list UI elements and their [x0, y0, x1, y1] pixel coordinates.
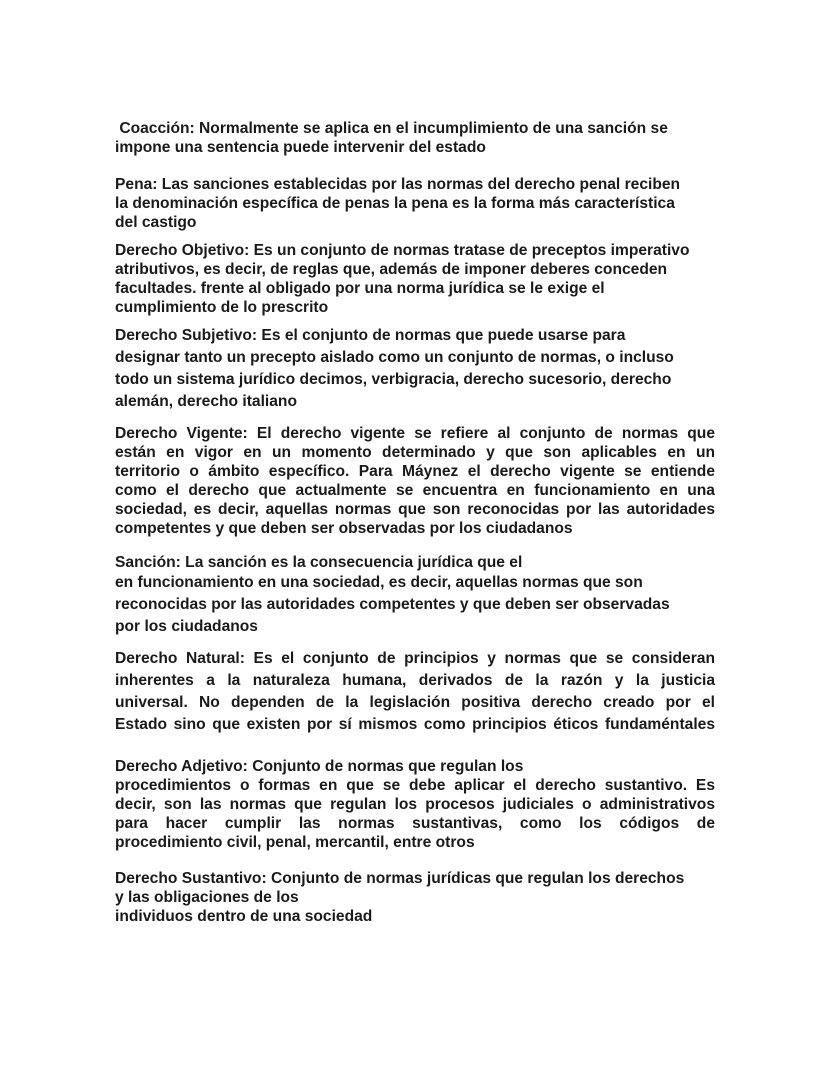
paragraph-derecho-natural — [115, 648, 715, 736]
text-line: todo un sistema jurídico decimos, verbigracia, derecho sucesorio, derecho — [115, 371, 672, 388]
text-line: alemán, derecho italiano — [115, 393, 297, 410]
text-line: cumplimiento de lo prescrito — [115, 299, 329, 316]
text-line: reconocidas por las autoridades competentes y que deben ser observadas — [115, 596, 670, 613]
text-line: como el derecho que actualmente se encuentra en funcionamiento en una — [115, 482, 715, 499]
text-line: del castigo — [115, 214, 197, 231]
text-line: Derecho Subjetivo: Es el conjunto de normas que puede usarse para — [115, 327, 626, 344]
paragraph-coaccion — [115, 119, 715, 157]
paragraph-pena — [115, 175, 715, 232]
text-line: Estado sino que existen por sí mismos como principios éticos fundaméntales — [115, 716, 715, 733]
text-line: decir, son las normas que regulan los procesos judiciales o administrativos — [115, 796, 715, 813]
text-line: Derecho Natural: Es el conjunto de principios y normas que se consideran — [115, 650, 715, 667]
text-line: Derecho Vigente: El derecho vigente se refiere al conjunto de normas que — [115, 425, 715, 442]
text-line: Derecho Objetivo: Es un conjunto de normas tratase de preceptos imperativo — [115, 242, 690, 259]
text-line: universal. No dependen de la legislación positiva derecho creado por el — [115, 694, 715, 711]
paragraph-sancion — [115, 553, 715, 638]
text-line: procedimiento civil, penal, mercantil, entre otros — [115, 834, 475, 851]
paragraph-derecho-adjetivo — [115, 757, 715, 852]
text-line: la denominación específica de penas la pena es la forma más característica — [115, 195, 675, 212]
text-line: por los ciudadanos — [115, 618, 258, 635]
text-line: competentes y que deben ser observadas por los ciudadanos — [115, 520, 573, 537]
text-line: Derecho Adjetivo: Conjunto de normas que regulan los — [115, 758, 524, 775]
paragraph-derecho-sustantivo — [115, 869, 715, 926]
text-line: atributivos, es decir, de reglas que, además de imponer deberes conceden — [115, 261, 668, 278]
text-line: designar tanto un precepto aislado como un conjunto de normas, o incluso — [115, 349, 674, 366]
text-line: inherentes a la naturaleza humana, derivados de la razón y la justicia — [115, 672, 715, 689]
text-line: facultades. frente al obligado por una norma jurídica se le exige el — [115, 280, 605, 297]
paragraph-derecho-objetivo — [115, 241, 715, 317]
text-line: procedimientos o formas en que se debe aplicar el derecho sustantivo. Es — [115, 777, 715, 794]
text-line: en funcionamiento en una sociedad, es decir, aquellas normas que son — [115, 574, 643, 591]
text-line: impone una sentencia puede intervenir del estado — [115, 139, 486, 156]
text-line: Derecho Sustantivo: Conjunto de normas jurídicas que regulan los derechos — [115, 870, 685, 887]
paragraph-derecho-vigente — [115, 424, 715, 538]
text-line: sociedad, es decir, aquellas normas que son reconocidas por las autoridades — [115, 501, 715, 518]
text-line: Coacción: Normalmente se aplica en el incumplimiento de una sanción se — [115, 120, 668, 137]
text-line: están en vigor en un momento determinado y que son aplicables en un — [115, 444, 715, 461]
text-line: Pena: Las sanciones establecidas por las normas del derecho penal reciben — [115, 176, 681, 193]
text-line: territorio o ámbito específico. Para Máynez el derecho vigente se entiende — [115, 463, 715, 480]
text-line: Sanción: La sanción es la consecuencia jurídica que el — [115, 554, 523, 571]
text-line: y las obligaciones de los — [115, 889, 299, 906]
paragraph-derecho-subjetivo — [115, 325, 715, 413]
text-line: individuos dentro de una sociedad — [115, 908, 373, 925]
text-line: para hacer cumplir las normas sustantivas, como los códigos de — [115, 815, 715, 832]
